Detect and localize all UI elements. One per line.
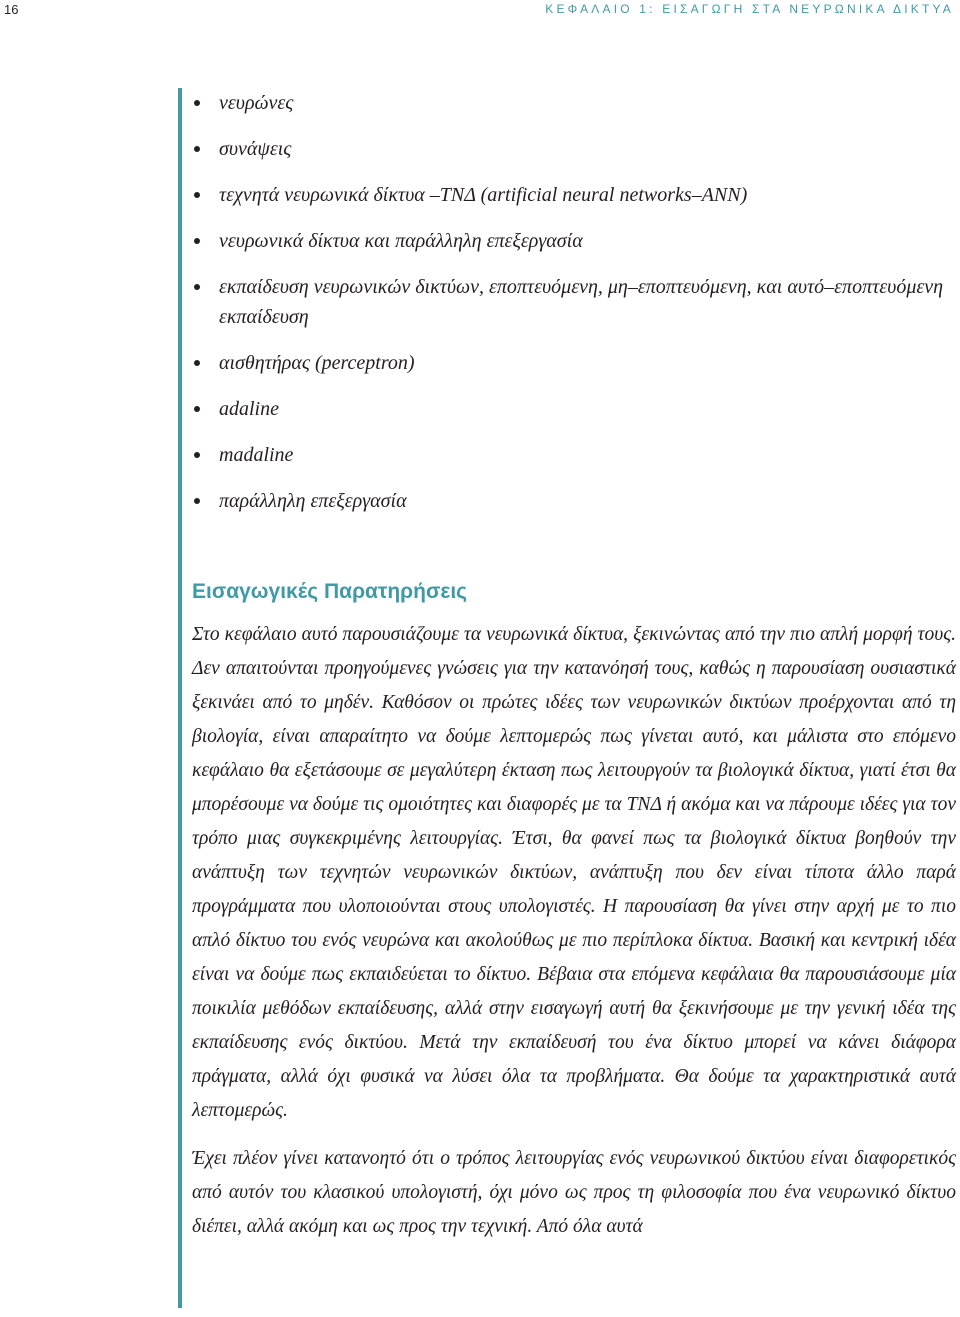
list-item [192, 486, 956, 516]
bullet-icon [194, 192, 200, 198]
list-item [192, 88, 956, 118]
list-item-text: νευρώνες [219, 92, 294, 114]
bullet-icon [194, 284, 200, 290]
list-item [192, 394, 956, 424]
page-number: 16 [4, 2, 19, 17]
page-header [0, 0, 960, 28]
list-item-text: εκπαίδευση νευρωνικών δικτύων, εποπτευόμενη, μη–εποπτευόμενη, και αυτό–εποπτευόμενη εκπαίδευση [219, 276, 944, 328]
list-item-text: adaline [219, 398, 279, 420]
section-heading: Εισαγωγικές Παρατηρήσεις [192, 580, 468, 603]
list-item [192, 226, 956, 256]
bullet-icon [194, 146, 200, 152]
bullet-icon [194, 100, 200, 106]
page-content [192, 88, 956, 1244]
bullet-icon [194, 498, 200, 504]
list-item-text: τεχνητά νευρωνικά δίκτυα –ΤΝΔ (artificial neural networks–ANN) [219, 184, 748, 206]
body-paragraph: Έχει πλέον γίνει κατανοητό ότι ο τρόπος λειτουργίας ενός νευρωνικού δικτύου είναι διαφορετικός από αυτόν του κλασικού υπολογιστή, όχι μόνο ως προς τη φιλοσοφία που ένα νευρωνικό δίκτυο διέπει, αλλά ακόμη και ως προς την τεχνική. Από όλα αυτά [192, 1148, 956, 1237]
margin-rule [178, 88, 182, 1308]
list-item-text: νευρωνικά δίκτυα και παράλληλη επεξεργασία [219, 230, 583, 252]
list-item [192, 348, 956, 378]
bullet-icon [194, 452, 200, 458]
list-item [192, 440, 956, 470]
list-item-text: παράλληλη επεξεργασία [219, 490, 407, 512]
bullet-icon [194, 238, 200, 244]
list-item-text: συνάψεις [219, 138, 292, 160]
topic-list [192, 88, 956, 516]
running-title: ΚΕΦΑΛΑΙΟ 1: ΕΙΣΑΓΩΓΗ ΣΤΑ ΝΕΥΡΩΝΙΚΑ ΔΙΚΤΥΑ [545, 2, 954, 16]
list-item [192, 180, 956, 210]
list-item [192, 272, 956, 332]
list-item-text: αισθητήρας (perceptron) [219, 352, 415, 374]
bullet-icon [194, 406, 200, 412]
body-paragraph: Στο κεφάλαιο αυτό παρουσιάζουμε τα νευρωνικά δίκτυα, ξεκινώντας από την πιο απλή μορφή τους. Δεν απαιτούνται προηγούμενες γνώσεις για την κατανόησή τους, καθώς η παρουσίαση ουσιαστικά ξεκινάει από το μηδέν. Καθόσον οι πρώτες ιδέες των νευρωνικών δικτύων προέρχονται από τη βιολογία, είναι απαραίτητο να δούμε λεπτομερώς πως γίνεται αυτό, και μάλιστα στο επόμενο κεφάλαιο θα εξετάσουμε σε μεγαλύτερη έκταση πως λειτουργούν τα βιολογικά δίκτυα, γιατί έτσι θα μπορέσουμε να δούμε τις ομοιότητες και διαφορές με τα ΤΝΔ ή ακόμα και να πάρουμε ιδέες για τον τρόπο μιας συγκεκριμένης λειτουργίας. Έτσι, θα φανεί πως τα βιολογικά δίκτυα βοηθούν την ανάπτυξη των τεχνητών νευρωνικών δικτύων, ανάπτυξη που δεν είναι τίποτα άλλο παρά προγράμματα που υλοποιούνται στους υπολογιστές. Η παρουσίαση θα γίνει στην αρχή με το πιο απλό δίκτυο του ενός νευρώνα και ακολούθως με πιο περίπλοκα δίκτυα. Βασική και κεντρική ιδέα είναι να δούμε πως εκπαιδεύεται το δίκτυο. Βέβαια στα επόμενα κεφάλαια θα παρουσιάσουμε μία ποικιλία μεθόδων εκπαίδευσης, αλλά στην εισαγωγή αυτή θα ξεκινήσουμε με την γενική ιδέα της εκπαίδευσης ενός δικτύου. Μετά την εκπαίδευσή του ένα δίκτυο μπορεί να κάνει διάφορα πράγματα, αλλά όχι φυσικά να λύσει όλα τα προβλήματα. Θα δούμε τα χαρακτηριστικά αυτά λεπτομερώς. [192, 624, 956, 1121]
bullet-icon [194, 360, 200, 366]
list-item [192, 134, 956, 164]
list-item-text: madaline [219, 444, 294, 466]
